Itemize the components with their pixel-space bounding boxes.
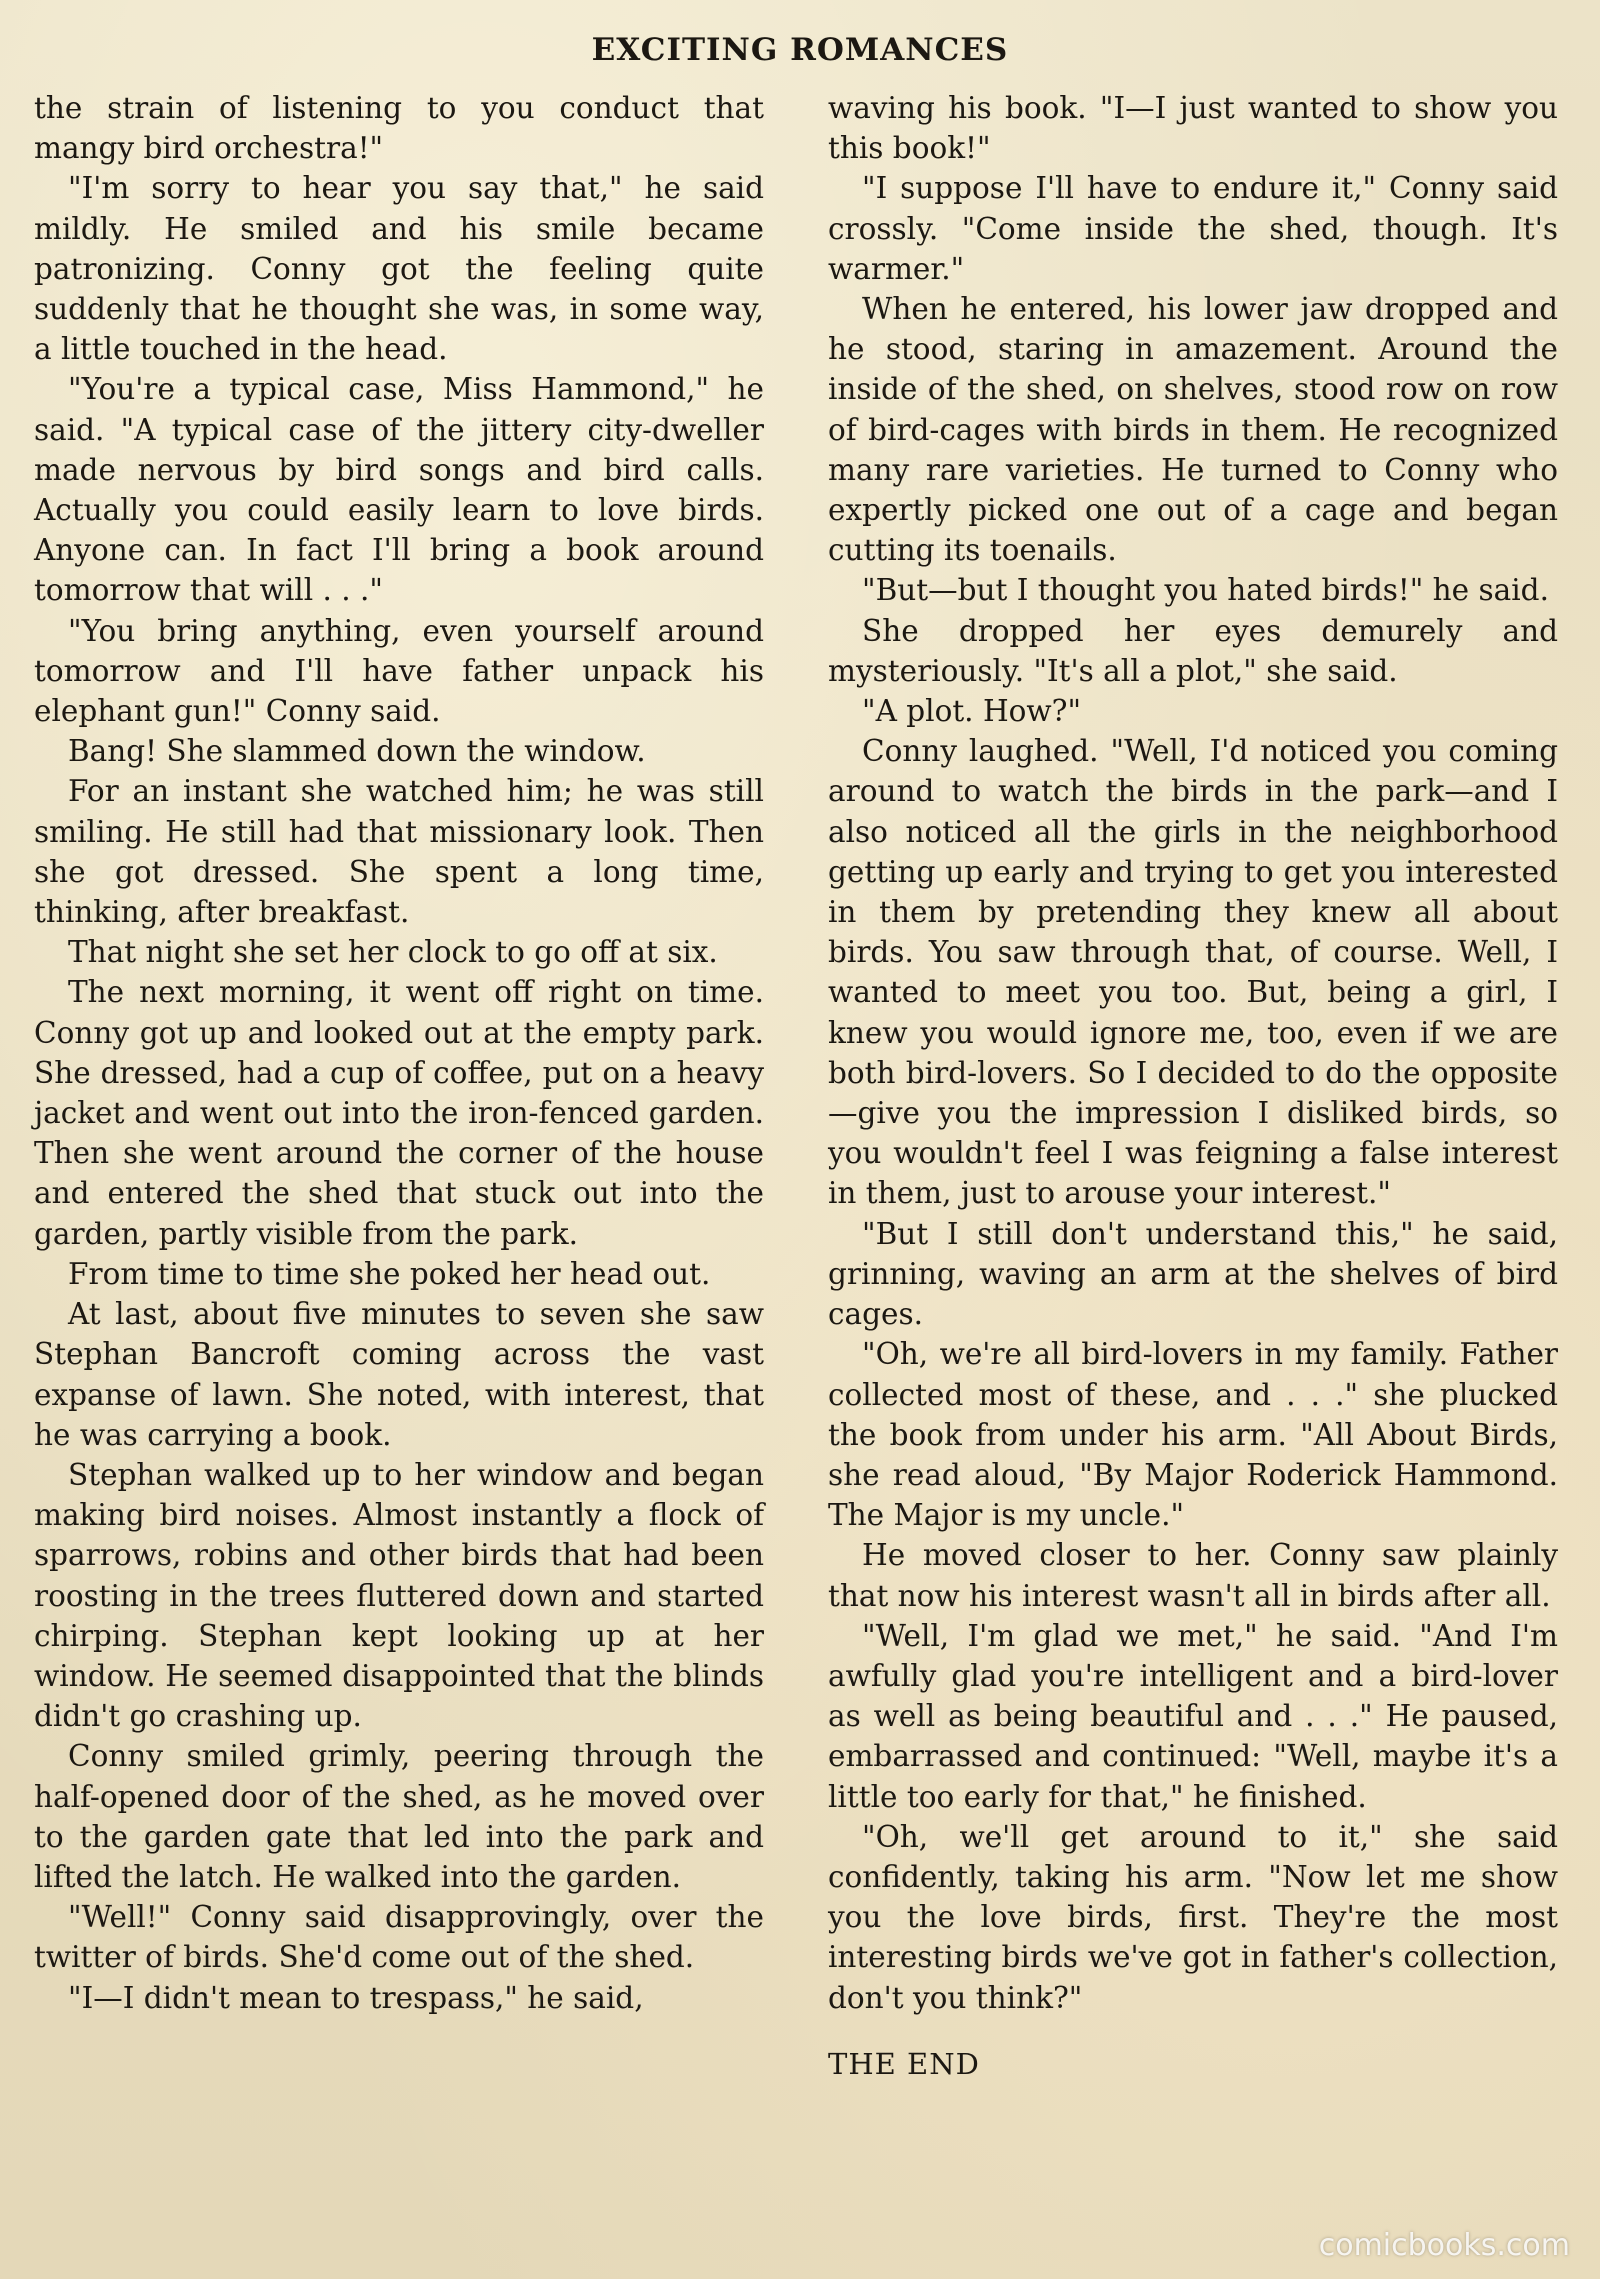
paragraph: When he entered, his lower jaw dropped and he stood, staring in amazement. Around the inside of the shed, on shelves, stood row on row of bird-cages with birds in them. He recognized many rare varieties. He turned to Conny who expertly picked one out of a cage and began cutting its toenails. <box>828 292 1558 568</box>
paragraph: the strain of listening to you conduct that mangy bird orchestra!" <box>34 91 764 166</box>
paragraph: Bang! She slammed down the window. <box>68 734 646 769</box>
paragraph: She dropped her eyes demurely and mysteriously. "It's all a plot," she said. <box>828 613 1558 688</box>
paragraph: For an instant she watched him; he was still smiling. He still had that missionary look. Then she got dressed. She spent a long time, thinking, after breakfast. <box>34 774 764 930</box>
paragraph: "But—but I thought you hated birds!" he said. <box>862 573 1549 608</box>
paragraph: "Oh, we're all bird-lovers in my family. Father collected most of these, and . . ." she plucked the book from under his arm. "All About Birds, she read aloud, "By Major Roderick Hammond. The Major is my uncle." <box>828 1337 1558 1533</box>
paragraph: Stephan walked up to her window and began making bird noises. Almost instantly a flock of sparrows, robins and other birds that had been roosting in the trees fluttered down and started chirping. Stephan kept looking up at her window. He seemed disappointed that the blinds didn't go crashing up. <box>34 1457 764 1734</box>
watermark: comicbooks.com <box>1318 2228 1570 2263</box>
paragraph: "Well!" Conny said disapprovingly, over the twitter of birds. She'd come out of the shed. <box>34 1900 764 1975</box>
right-column <box>828 88 1558 2084</box>
paragraph: "I—I didn't mean to trespass," he said, <box>68 1980 644 2015</box>
paragraph: "I'm sorry to hear you say that," he said mildly. He smiled and his smile became patronizing. Conny got the feeling quite suddenly that he thought she was, in some way, a little touched in the head. <box>34 171 764 367</box>
paragraph: "Oh, we'll get around to it," she said confidently, taking his arm. "Now let me show you the love birds, first. They're the most interesting birds we've got in father's collection, don't you think?" <box>828 1819 1558 2015</box>
paragraph: At last, about five minutes to seven she saw Stephan Bancroft coming across the vast expanse of lawn. She noted, with interest, that he was carrying a book. <box>34 1297 764 1452</box>
paragraph: That night she set her clock to go off at six. <box>68 935 718 970</box>
paragraph: He moved closer to her. Conny saw plainly that now his interest wasn't all in birds after all. <box>828 1538 1558 1613</box>
the-end-label: THE END <box>828 2046 980 2081</box>
paragraph: "You bring anything, even yourself around tomorrow and I'll have father unpack his elephant gun!" Conny said. <box>34 613 764 729</box>
paragraph: waving his book. "I—I just wanted to show you this book!" <box>828 91 1558 166</box>
paragraph: From time to time she poked her head out. <box>68 1256 711 1291</box>
left-column <box>34 88 764 2018</box>
paragraph: "I suppose I'll have to endure it," Conny said crossly. "Come inside the shed, though. It's warmer." <box>828 171 1558 286</box>
paragraph: "Well, I'm glad we met," he said. "And I'm awfully glad you're intelligent and a bird-lover as well as being beautiful and . . ." He paused, embarrassed and continued: "Well, maybe it's a little too early for that," he finished. <box>828 1618 1558 1814</box>
paragraph: Conny laughed. "Well, I'd noticed you coming around to watch the birds in the park—and I also noticed all the girls in the neighborhood getting up early and trying to get you interested in them by pretending they knew all about birds. You saw through that, of course. Well, I wanted to meet you too. But, being a girl, I knew you would ignore me, too, even if we are both bird-lovers. So I decided to do the opposite—give you the impression I disliked birds, so you wouldn't feel I was feigning a false interest in them, just to arouse your interest." <box>828 734 1558 1211</box>
paragraph: "But I still don't understand this," he said, grinning, waving an arm at the shelves of bird cages. <box>828 1216 1558 1332</box>
paragraph: The next morning, it went off right on time. Conny got up and looked out at the empty park. She dressed, had a cup of coffee, put on a heavy jacket and went out into the iron-fenced garden. Then she went around the corner of the house and entered the shed that stuck out into the garden, partly visible from the park. <box>34 975 764 1251</box>
paragraph: Conny smiled grimly, peering through the half-opened door of the shed, as he moved over to the garden gate that led into the park and lifted the latch. He walked into the garden. <box>34 1739 764 1894</box>
paragraph: "You're a typical case, Miss Hammond," he said. "A typical case of the jittery city-dweller made nervous by bird songs and bird calls. Actually you could easily learn to love birds. Anyone can. In fact I'll bring a book around tomorrow that will . . ." <box>34 372 764 608</box>
page-header: EXCITING ROMANCES <box>591 32 1009 68</box>
paragraph: "A plot. How?" <box>862 694 1082 729</box>
